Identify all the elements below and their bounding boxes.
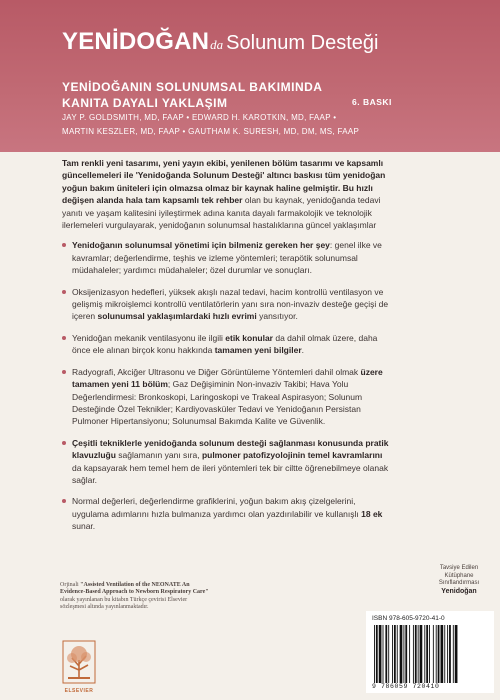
library-category: Yenidoğan xyxy=(441,587,477,595)
intro-lead: Tam renkli yeni tasarımı, yeni yayın ekibi, yenilenen bölüm tasarımı ve kapsamlı güncellemeleri ile 'Yenidoğanda Solunum Desteği' altıncı baskısı tüm yenidoğan yoğun bakım üniteleri için olmazsa olmaz bir kaynak haline gelmiştir. Bu hızlı değişen alanda hala xyxy=(62,158,386,206)
list-item: Çeşitli tekniklerle yenidoğanda solunum desteği sağlanması konusunda pratik klavuzluğu sağlamanın yanı sıra, pulmoner patofizyolojinin temel kavramlarını da kapsayarak hem temel hem de ileri yöntemleri tek bir ciltte öğrenebilmeye olanak sağlar. xyxy=(62,437,392,487)
authors-line2: MARTIN KESZLER, MD, FAAP • GAUTHAM K. SURESH, MD, DM, MS, FAAP xyxy=(62,127,360,136)
list-item: Yenidoğanın solunumsal yönetimi için bilmeniz gereken her şey: genel ilke ve kavramlar; değerlendirme, teşhis ve izleme yöntemleri; terapötik solunumsal müdahaleler; yardımcı müdahaleler; özel durumlar ve sonuçları. xyxy=(62,239,392,276)
description-body xyxy=(62,157,392,542)
subtitle-line1: YENİDOĞANIN SOLUNUMSAL BAKIMINDA xyxy=(62,80,323,94)
isbn-barcode-box xyxy=(366,611,494,693)
title-rest: Solunum Desteği xyxy=(226,32,379,54)
authors-line1: JAY P. GOLDSMITH, MD, FAAP • EDWARD H. KAROTKIN, MD, FAAP • xyxy=(62,113,337,122)
intro-bold: tam kapsamlı tek rehber xyxy=(145,195,243,206)
header-band xyxy=(0,0,500,152)
book-title xyxy=(62,28,378,56)
library-classification: Tavsiye Edilen Kütüphane Sınıflandırması Yenidoğan xyxy=(424,565,494,595)
title-main: YENİDOĞAN xyxy=(62,28,210,55)
elsevier-tree-icon xyxy=(62,640,96,684)
list-item: Normal değerleri, değerlendirme grafiklerini, yoğun bakım akış çizelgelerini, uygulama adımlarını hızla bulmanıza yardımcı olan yazdırılabilir ve kullanışlı 18 ek sunar. xyxy=(62,495,392,532)
isbn-label: ISBN 978-605-9720-41-0 xyxy=(372,615,445,622)
subtitle-line2: KANITA DAYALI YAKLAŞIM xyxy=(62,96,228,110)
barcode-digits: 9 786059 720410 xyxy=(372,683,440,690)
edition-label: 6. BASKI xyxy=(352,97,392,107)
list-item: Oksijenizasyon hedefleri, yüksek akışlı nazal tedavi, hacim kontrollü ventilasyon ve gelişmiş mikroişlemci kontrollü ventilatörlerin yanı sıra non-invaziv desteğe geçişi de içeren solunumsal yaklaşımlardaki hızlı evrimi yansıtıyor. xyxy=(62,286,392,323)
list-item: Radyografi, Akciğer Ultrasonu ve Diğer Görüntüleme Yöntemleri dahil olmak üzere tamamen yeni 11 bölüm; Gaz Değişiminin Non-invaziv Takibi; Hava Yolu Değerlendirmesi: Bronkoskopi, Laringoskopi ve Trakeal Aspirasyon; Solunum Desteğinde Özel Teknikler; Kardiyovasküler Tedavi ve Yenidoğanın Persistan Pulmoner Hipertansiyonu; Solunumsal Bakımda Kalite ve Güvenlik. xyxy=(62,366,392,428)
original-edition-note: Orjinali "Assisted Ventilation of the NEONATE An Evidence-Based Approach to Newborn Respiratory Care" olarak yayınlanan bu kitabın Türkçe çevirisi Elsevier sözleşmesi altında yayınlanmaktadır. xyxy=(60,582,209,611)
intro-rest: olan bu kaynak, yenidoğanda tedavi yanıtı ve yaşam kalitesini iyileştirmek adına kanıta dayalı farmakolojik ve teknolojik ilerlemeleri vurgulayarak, yenidoğanın solunumsal hastalıklarına güncel yaklaşımlar xyxy=(62,195,381,231)
intro-paragraph xyxy=(62,157,392,231)
list-item: Yenidoğan mekanik ventilasyonu ile ilgili etik konular da dahil olmak üzere, daha önce ele alınan birçok konu hakkında tamamen yeni bilgiler. xyxy=(62,332,392,357)
publisher-name: ELSEVIER xyxy=(64,688,94,694)
barcode-icon xyxy=(372,625,488,683)
title-da: da xyxy=(210,37,224,52)
feature-list xyxy=(62,239,392,532)
